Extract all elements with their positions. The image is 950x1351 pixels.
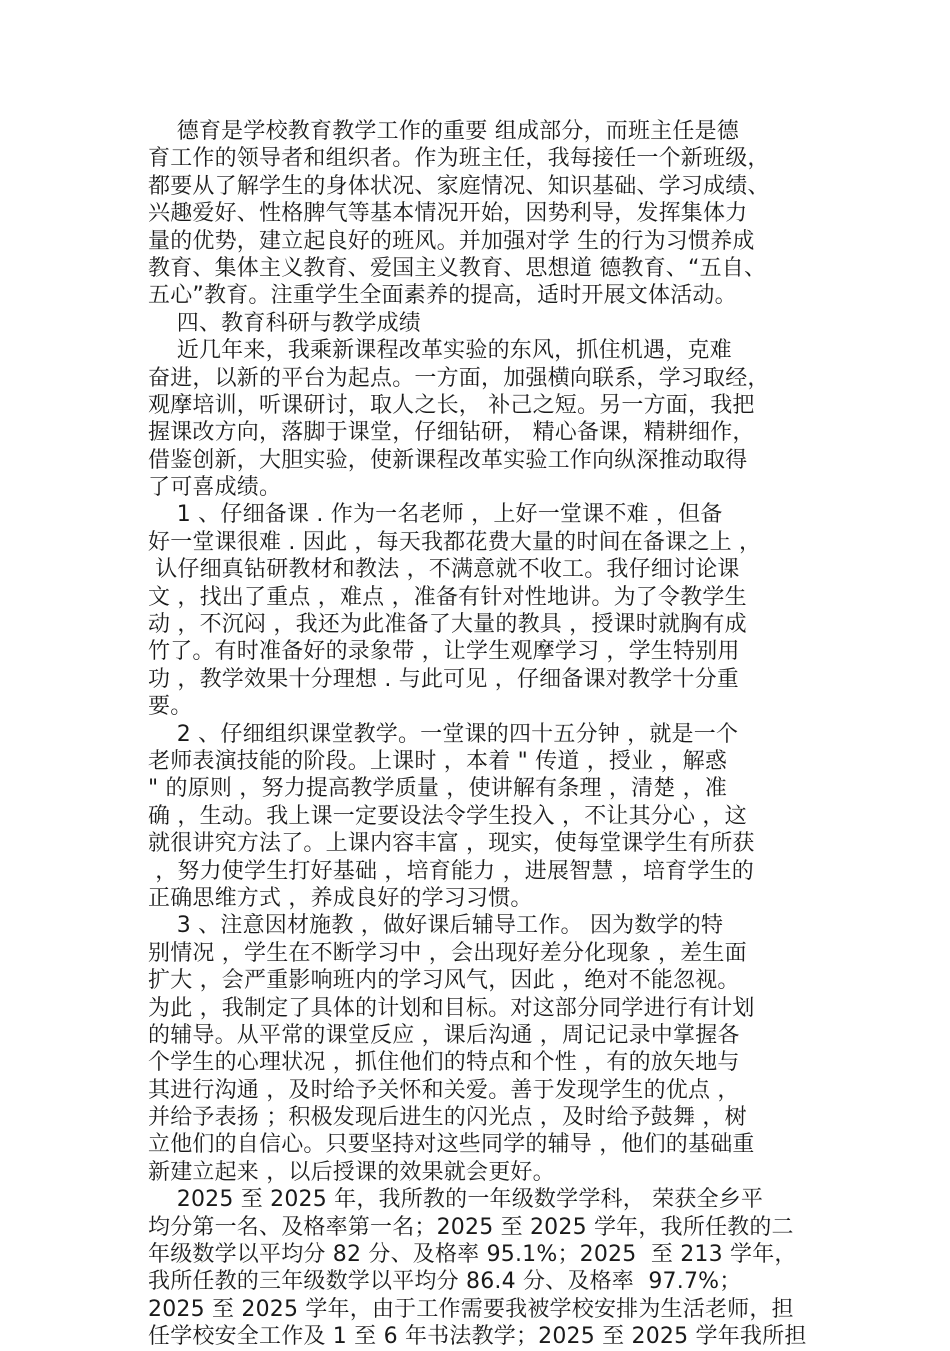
- text-line: 其进行沟通 ，及时给予关怀和关爱。善于发现学生的优点 ，: [148, 1077, 740, 1103]
- text-line: 教育、集体主义教育、爱国主义教育、思想道 德教育、“五自、: [148, 255, 767, 281]
- text-line: 兴趣爱好、性格脾气等基本情况开始，因势利导，发挥集体力: [148, 201, 748, 227]
- text-line: 3 、注意因材施教 ，做好课后辅导工作。 因为数学的特: [148, 913, 724, 939]
- text-line: 竹了。有时准备好的录象带 ，让学生观摩学习 ，学生特别用: [148, 639, 740, 665]
- text-line: 新建立起来 ，以后授课的效果就会更好。: [148, 1159, 555, 1185]
- text-line: 的辅导。从平常的课堂反应 ，课后沟通 ，周记记录中掌握各: [148, 1022, 740, 1048]
- text-line: 动 ，不沉闷 ，我还为此准备了大量的教具 ，授课时就胸有成: [148, 612, 747, 638]
- text-line: 要。: [148, 694, 193, 720]
- text-line: 育工作的领导者和组织者。作为班主任，我每接任一个新班级，: [148, 146, 770, 172]
- text-line: 近几年来，我乘新课程改革实验的东风，抓住机遇，克难: [148, 338, 732, 364]
- text-line: 2 、仔细组织课堂教学。一堂课的四十五分钟 ，就是一个: [148, 721, 739, 747]
- text-line: 功 ，教学效果十分理想 . 与此可见 ，仔细备课对教学十分重: [148, 666, 739, 692]
- text-line: 好一堂课很难 . 因此 ，每天我都花费大量的时间在备课之上 ，: [148, 529, 762, 555]
- text-line: 借鉴创新，大胆实验，使新课程改革实验工作向纵深推动取得: [148, 447, 748, 473]
- text-line: 四、教育科研与教学成绩: [148, 310, 421, 336]
- text-line: 奋进，以新的平台为起点。一方面，加强横向联系，学习取经，: [148, 365, 770, 391]
- text-line: 就很讲究方法了。上课内容丰富 ，现实，使每堂课学生有所获: [148, 831, 755, 857]
- text-line: 别情况 ，学生在不断学习中 ，会出现好差分化现象 ，差生面: [148, 940, 747, 966]
- text-line: " 的原则 ，努力提高教学质量 ，使讲解有条理 ，清楚 ，准: [148, 776, 728, 802]
- text-line: 扩大 ，会严重影响班内的学习风气，因此 ，绝对不能忽视。: [148, 968, 740, 994]
- text-line: 为此 ，我制定了具体的计划和目标。对这部分同学进行有计划: [148, 995, 755, 1021]
- text-line: 握课改方向，落脚于课堂，仔细钻研， 精心备课，精耕细作，: [148, 420, 755, 446]
- text-line: 德育是学校教育教学工作的重要 组成部分，而班主任是德: [148, 119, 739, 144]
- text-line: 量的优势，建立起良好的班风。并加强对学 生的行为习惯养成: [148, 228, 755, 254]
- text-line: 1 、仔细备课 . 作为一名老师 ，上好一堂课不难 ，但备: [148, 502, 723, 528]
- text-line: 均分第一名、及格率第一名；2025 至 2025 学年，我所任教的二: [148, 1214, 794, 1240]
- text-line: 老师表演技能的阶段。上课时 ，本着 " 传道 ，授业 ，解惑: [148, 748, 728, 774]
- text-line: 了可喜成绩。: [148, 475, 282, 501]
- text-line: 认仔细真钻研教材和教法 ，不满意就不收工。我仔细讨论课: [148, 557, 740, 583]
- text-line: 年级数学以平均分 82 分、及格率 95.1%；2025 至 213 学年，: [148, 1242, 797, 1268]
- text-line: 个学生的心理状况 ，抓住他们的特点和个性 ，有的放矢地与: [148, 1050, 740, 1076]
- text-line: 并给予表扬 ；积极发现后进生的闪光点 ，及时给予鼓舞 ，树: [148, 1105, 747, 1131]
- text-line: 2025 至 2025 学年，由于工作需要我被学校安排为生活老师，担: [148, 1296, 794, 1322]
- text-line: 我所任教的三年级数学以平均分 86.4 分、及格率 97.7%；: [148, 1269, 742, 1295]
- text-line: 正确思维方式 ，养成良好的学习习惯。: [148, 885, 533, 911]
- text-line: ，努力使学生打好基础 ，培育能力 ，进展智慧 ，培育学生的: [148, 858, 754, 884]
- text-line: 都要从了解学生的身体状况、家庭情况、知识基础、学习成绩、: [148, 173, 770, 199]
- body-text: [148, 118, 818, 1351]
- text-line: 立他们的自信心。只要坚持对这些同学的辅导 ，他们的基础重: [148, 1132, 755, 1158]
- text-line: 五心”教育。注重学生全面素养的提高，适时开展文体活动。: [148, 283, 737, 309]
- text-line: 2025 至 2025 年，我所教的一年级数学学科， 荣获全乡平: [148, 1187, 764, 1213]
- text-line: 观摩培训，听课研讨，取人之长， 补己之短。另一方面，我把: [148, 392, 755, 418]
- text-line: 文 ，找出了重点 ，难点 ，准备有针对性地讲。为了令教学生: [148, 584, 747, 610]
- text-line: 确 ，生动。我上课一定要设法令学生投入 ，不让其分心 ，这: [148, 803, 747, 829]
- text-line: 任学校安全工作及 1 至 6 年书法教学；2025 至 2025 学年我所担: [148, 1324, 807, 1350]
